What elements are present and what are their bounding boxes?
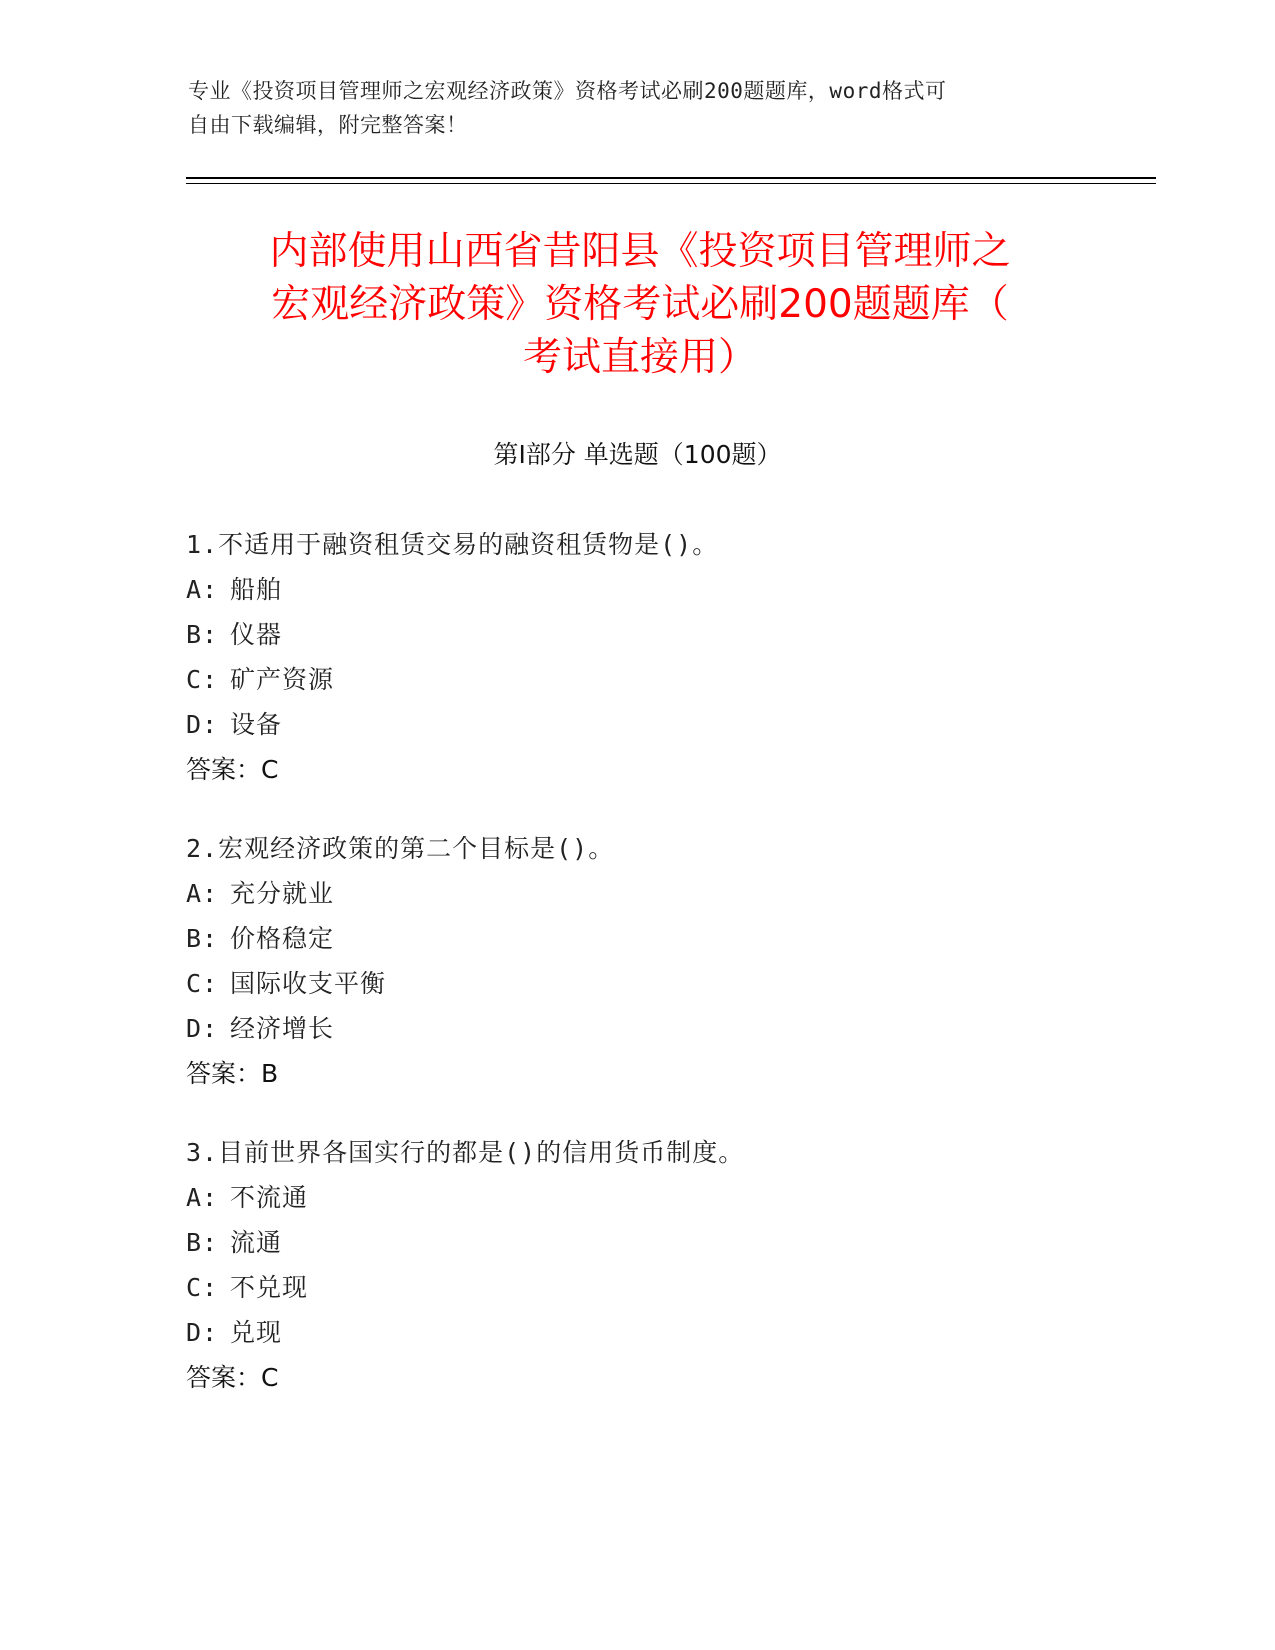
option-key: B: (186, 620, 219, 649)
option-text: 经济增长 (230, 1014, 335, 1043)
option-text: 充分就业 (230, 879, 335, 908)
document-title-line-3: 考试直接用） (522, 335, 757, 380)
question-stem: 1.不适用于融资租赁交易的融资租赁物是()。 (186, 530, 719, 559)
header-divider-thick (186, 177, 1156, 179)
header-note (188, 74, 1088, 142)
question-item (186, 522, 1136, 792)
option-b (186, 612, 1136, 657)
section-heading: 第I部分 单选题（100题） (493, 440, 782, 469)
option-key: A: (186, 575, 219, 604)
option-text: 矿产资源 (230, 665, 335, 694)
question-item (186, 1130, 1136, 1400)
option-key: C: (186, 1273, 219, 1302)
option-key: B: (186, 924, 219, 953)
option-key: D: (186, 1318, 219, 1347)
option-b (186, 1220, 1136, 1265)
option-text: 兑现 (230, 1318, 283, 1347)
option-a (186, 567, 1136, 612)
option-key: C: (186, 665, 219, 694)
option-key: D: (186, 1014, 219, 1043)
question-stem: 2.宏观经济政策的第二个目标是()。 (186, 834, 615, 863)
option-key: A: (186, 879, 219, 908)
option-c (186, 961, 1136, 1006)
option-key: B: (186, 1228, 219, 1257)
option-a (186, 871, 1136, 916)
option-b (186, 916, 1136, 961)
option-d (186, 1310, 1136, 1355)
header-divider-thin (186, 183, 1156, 184)
document-title-line-1: 内部使用山西省昔阳县《投资项目管理师之 (269, 229, 1011, 274)
header-note-line-1: 专业《投资项目管理师之宏观经济政策》资格考试必刷200题题库，word格式可 (188, 79, 947, 103)
header-note-line-2: 自由下载编辑，附完整答案！ (188, 113, 468, 137)
option-c (186, 657, 1136, 702)
option-text: 船舶 (230, 575, 283, 604)
question-stem: 3.目前世界各国实行的都是()的信用货币制度。 (186, 1138, 745, 1167)
option-text: 仪器 (230, 620, 283, 649)
option-text: 不兑现 (230, 1273, 309, 1302)
option-key: D: (186, 710, 219, 739)
option-text: 不流通 (230, 1183, 309, 1212)
question-list (186, 522, 1136, 1434)
option-key: C: (186, 969, 219, 998)
answer: 答案：B (186, 1059, 279, 1088)
option-text: 设备 (230, 710, 283, 739)
option-d (186, 1006, 1136, 1051)
option-a (186, 1175, 1136, 1220)
option-d (186, 702, 1136, 747)
answer: 答案：C (186, 755, 279, 784)
option-c (186, 1265, 1136, 1310)
option-text: 流通 (230, 1228, 283, 1257)
document-title-line-2: 宏观经济政策》资格考试必刷200题题库（ (271, 282, 1009, 327)
document-title (190, 225, 1090, 384)
answer: 答案：C (186, 1363, 279, 1392)
option-text: 价格稳定 (230, 924, 335, 953)
question-item (186, 826, 1136, 1096)
option-key: A: (186, 1183, 219, 1212)
option-text: 国际收支平衡 (230, 969, 387, 998)
